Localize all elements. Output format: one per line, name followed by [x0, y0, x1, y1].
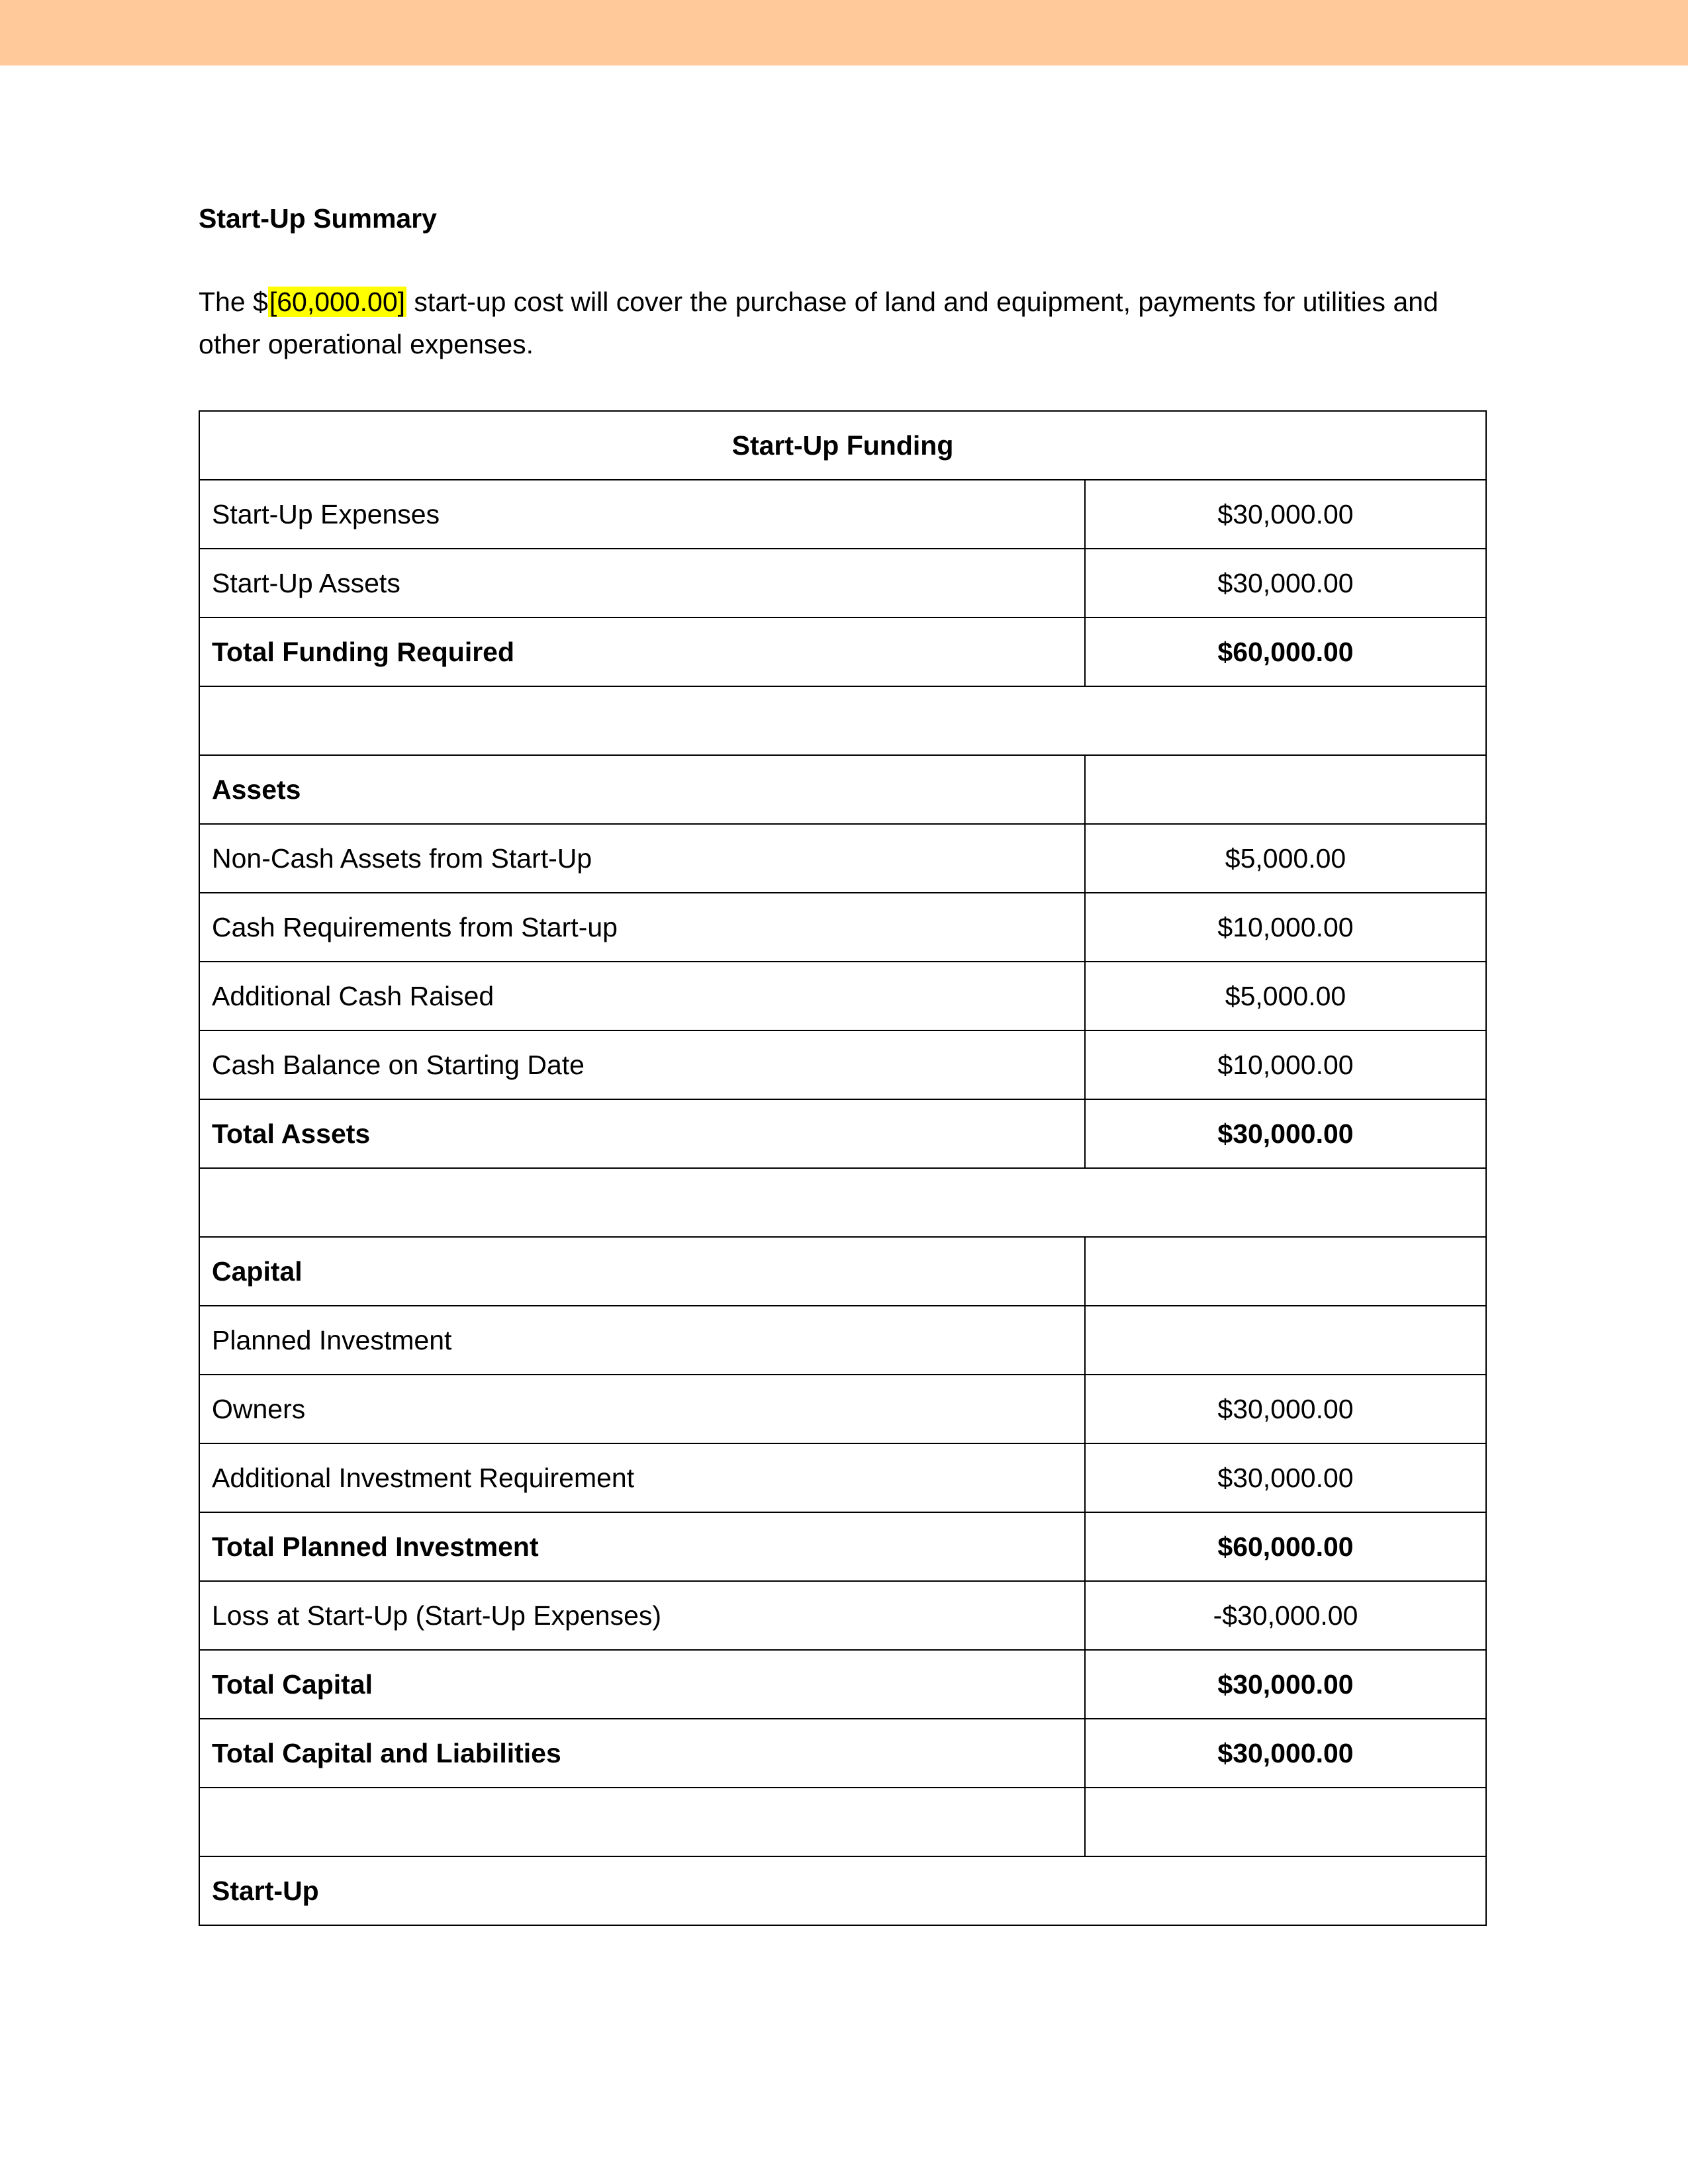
row-label: Total Capital and Liabilities [199, 1719, 1085, 1788]
section-heading: Start-Up Summary [199, 203, 437, 234]
table-row [199, 1306, 1486, 1375]
row-value: $30,000.00 [1085, 1375, 1486, 1443]
table-row-total [199, 1099, 1486, 1168]
table-row-total [199, 617, 1486, 686]
table-row [199, 1443, 1486, 1512]
row-label: Loss at Start-Up (Start-Up Expenses) [199, 1581, 1085, 1650]
highlighted-amount: [60,000.00] [269, 287, 406, 317]
table-row [199, 549, 1486, 617]
row-value: $5,000.00 [1085, 962, 1486, 1030]
row-label [199, 1788, 1085, 1856]
empty-cell [199, 686, 1486, 755]
row-value: $10,000.00 [1085, 1030, 1486, 1099]
table-row-total [199, 1719, 1486, 1788]
table-row [199, 1030, 1486, 1099]
row-label: Planned Investment [199, 1306, 1085, 1375]
row-value [1085, 755, 1486, 824]
row-label: Non-Cash Assets from Start-Up [199, 824, 1085, 893]
row-label: Additional Cash Raised [199, 962, 1085, 1030]
row-value [1085, 1788, 1486, 1856]
row-label: Additional Investment Requirement [199, 1443, 1085, 1512]
row-label: Cash Balance on Starting Date [199, 1030, 1085, 1099]
table-row [199, 1581, 1486, 1650]
top-color-band [0, 0, 1688, 66]
row-value: $30,000.00 [1085, 480, 1486, 549]
row-value: $30,000.00 [1085, 549, 1486, 617]
row-label: Total Funding Required [199, 617, 1085, 686]
row-label: Total Capital [199, 1650, 1085, 1719]
row-value: $30,000.00 [1085, 1719, 1486, 1788]
row-label: Capital [199, 1237, 1085, 1306]
empty-cell [199, 1168, 1486, 1237]
intro-prefix: The $ [199, 287, 268, 317]
table-section-row [199, 755, 1486, 824]
table-row [199, 1375, 1486, 1443]
table-row-total [199, 1512, 1486, 1581]
table-row [199, 893, 1486, 962]
row-label: Start-Up Expenses [199, 480, 1085, 549]
table-row [199, 824, 1486, 893]
row-value [1085, 1306, 1486, 1375]
row-value: $60,000.00 [1085, 617, 1486, 686]
row-value: $30,000.00 [1085, 1650, 1486, 1719]
table-section-row [199, 1237, 1486, 1306]
startup-funding-table [199, 410, 1487, 1926]
table-title: Start-Up Funding [199, 411, 1486, 480]
table-spacer-row [199, 686, 1486, 755]
row-label: Assets [199, 755, 1085, 824]
row-value: -$30,000.00 [1085, 1581, 1486, 1650]
row-label: Start-Up [199, 1856, 1486, 1925]
table-row [199, 962, 1486, 1030]
row-value: $10,000.00 [1085, 893, 1486, 962]
row-label: Start-Up Assets [199, 549, 1085, 617]
row-value: $5,000.00 [1085, 824, 1486, 893]
table-spacer-row [199, 1168, 1486, 1237]
table-title-row [199, 411, 1486, 480]
intro-suffix: start-up cost will cover the purchase of land and equipment, payments for utilities and other operational expenses. [199, 287, 1438, 359]
table-section-row [199, 1856, 1486, 1925]
row-label: Total Planned Investment [199, 1512, 1085, 1581]
intro-paragraph [199, 281, 1496, 365]
row-value: $60,000.00 [1085, 1512, 1486, 1581]
row-label: Total Assets [199, 1099, 1085, 1168]
table-row [199, 480, 1486, 549]
row-label: Cash Requirements from Start-up [199, 893, 1085, 962]
row-value: $30,000.00 [1085, 1443, 1486, 1512]
table-row-total [199, 1650, 1486, 1719]
row-label: Owners [199, 1375, 1085, 1443]
row-value: $30,000.00 [1085, 1099, 1486, 1168]
table-row [199, 1788, 1486, 1856]
row-value [1085, 1237, 1486, 1306]
